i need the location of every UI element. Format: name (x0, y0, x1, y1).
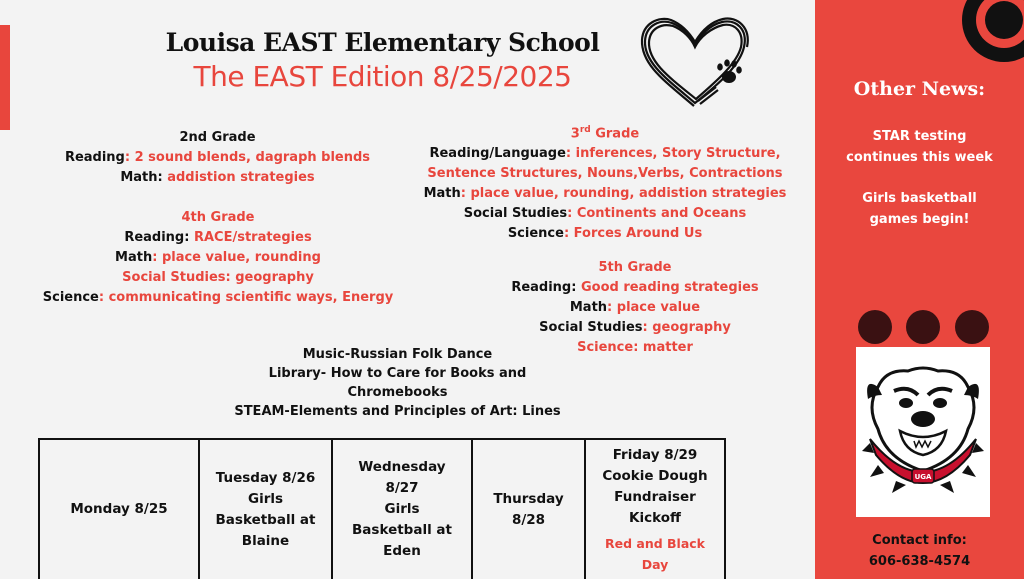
specials-steam: STEAM-Elements and Principles of Art: Lines (234, 404, 561, 419)
grade5-science: Science: matter (577, 340, 693, 355)
grade4-math: Math: place value, rounding (115, 250, 321, 265)
calendar-highlight: Day (641, 556, 669, 572)
calendar-day (40, 440, 200, 579)
grade3-reading-cont: Sentence Structures, Nouns,Verbs, Contractions (427, 166, 783, 182)
left-accent-bar (0, 25, 10, 130)
calendar-day (586, 440, 724, 579)
calendar-day (200, 440, 333, 579)
target-circle-decoration (958, 0, 1024, 66)
calendar-line: Fundraiser (614, 488, 696, 505)
grade2-math: Math: addistion strategies (120, 170, 315, 185)
calendar-line: Eden (383, 543, 421, 559)
grade3-math: Math: place value, rounding, addistion strategies (423, 186, 787, 202)
contact-info (815, 530, 1024, 572)
grade4-reading: Reading: RACE/strategies (124, 230, 312, 245)
grade2-reading: Reading: 2 sound blends, dagraph blends (64, 150, 371, 165)
grade5-social: Social Studies: geography (539, 320, 731, 335)
calendar-line: Cookie Dough (602, 467, 708, 484)
calendar-highlight: Red and Black (604, 535, 705, 551)
calendar-line: Tuesday 8/26 (215, 469, 316, 486)
mascot-collar-tag: UGA (914, 473, 932, 481)
news-item-star: STAR testing continues this week (846, 129, 993, 165)
decor-dot (955, 310, 989, 344)
grade3-heading: 3rd Grade (570, 125, 640, 142)
heart-paw-icon (638, 15, 753, 110)
contact-label: Contact info: (872, 533, 967, 548)
calendar-line: Girls (247, 490, 284, 507)
grade3-section (405, 120, 805, 244)
calendar-line: Girls (384, 501, 420, 517)
calendar-day (473, 440, 586, 579)
grade3-reading: Reading/Language: inferences, Story Structure, (429, 146, 781, 162)
calendar-line: Kickoff (629, 509, 681, 526)
page-title: Louisa EAST Elementary School (165, 28, 600, 57)
calendar-line: Thursday (493, 490, 564, 507)
calendar-day (333, 440, 473, 579)
calendar-line: Wednesday (358, 459, 446, 475)
grade5-section (485, 258, 785, 358)
other-news-heading: Other News: (853, 78, 986, 100)
calendar-line: 8/27 (385, 480, 419, 496)
grade5-heading: 5th Grade (598, 260, 672, 275)
grade3-science: Science: Forces Around Us (507, 226, 703, 242)
page-subtitle: The EAST Edition 8/25/2025 (193, 60, 572, 93)
mascot-image (856, 347, 990, 517)
week-calendar (38, 438, 726, 579)
grade5-math: Math: place value (569, 300, 701, 315)
decor-dot (858, 310, 892, 344)
calendar-line: Basketball at (352, 522, 452, 538)
grade4-section (18, 208, 418, 308)
specials-library-cont: Chromebooks (347, 385, 448, 400)
calendar-line: Blaine (241, 532, 290, 549)
calendar-line: Monday 8/25 (70, 501, 168, 517)
contact-phone: 606-638-4574 (868, 554, 971, 569)
calendar-line: Basketball at (215, 511, 316, 528)
grade2-section (30, 128, 405, 188)
grade5-reading: Reading: Good reading strategies (511, 280, 759, 295)
grade2-heading: 2nd Grade (179, 130, 256, 145)
news-item-basketball: Girls basketball games begin! (862, 191, 977, 227)
decor-dot (906, 310, 940, 344)
specials-music: Music-Russian Folk Dance (302, 347, 493, 362)
grade4-heading: 4th Grade (181, 210, 255, 225)
calendar-line: Friday 8/29 (612, 446, 698, 463)
grade4-social: Social Studies: geography (122, 270, 314, 285)
calendar-line: 8/28 (511, 511, 546, 528)
specials-library: Library- How to Care for Books and (268, 366, 527, 381)
specials-section (200, 345, 595, 421)
bulldog-mascot-icon (856, 347, 990, 517)
grade3-social: Social Studies: Continents and Oceans (463, 206, 747, 222)
grade4-science: Science: communicating scientific ways, Energy (42, 290, 394, 305)
